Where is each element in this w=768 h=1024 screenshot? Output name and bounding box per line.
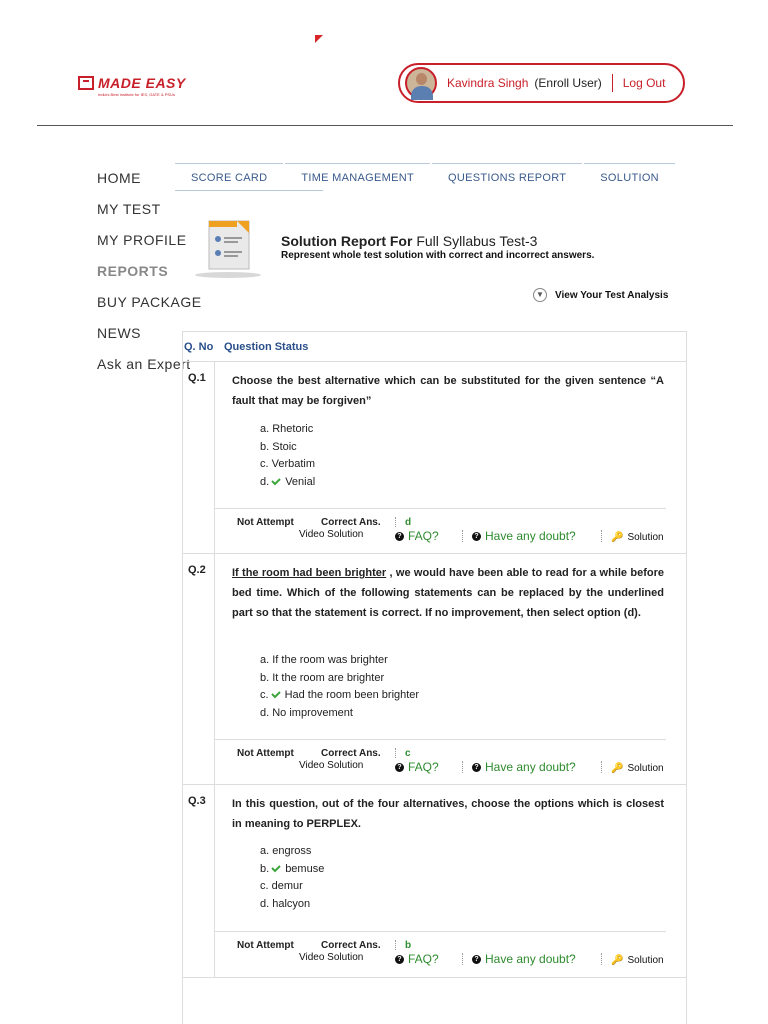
col-qno: Q. No — [184, 340, 214, 353]
logo-text: MADE EASY — [98, 75, 186, 91]
check-icon — [271, 478, 281, 485]
video-solution-link[interactable]: Video Solution — [299, 529, 364, 540]
logo-icon — [78, 76, 94, 90]
help-icon: ? — [472, 532, 481, 541]
answer-summary — [237, 940, 412, 951]
solution-link[interactable]: 🔑 Solution — [611, 532, 664, 543]
check-icon — [271, 691, 281, 698]
video-solution-link[interactable]: Video Solution — [299, 952, 364, 963]
option-c: c. Had the room been brighter — [260, 689, 420, 701]
question-text: In this question, out of the four alternatives, choose the options which is closest in meaning to PERPLEX. — [232, 798, 664, 830]
tab-score-card[interactable]: SCORE CARD — [175, 163, 283, 192]
report-tabs — [175, 163, 677, 192]
underlined-phrase: If the room had been brighter — [232, 567, 387, 579]
title-prefix: Solution Report For — [281, 233, 413, 249]
icon-shadow — [195, 272, 261, 278]
help-icon: ? — [395, 763, 404, 772]
help-icon: ? — [395, 955, 404, 964]
option-c: c. Verbatim — [260, 458, 316, 470]
key-icon: 🔑 — [611, 532, 624, 543]
divider — [612, 74, 613, 92]
key-icon: 🔑 — [611, 955, 624, 966]
table-row — [183, 554, 686, 785]
help-icon: ? — [395, 532, 404, 541]
option-d: d. halcyon — [260, 897, 311, 910]
sidebar-item-my-test[interactable]: MY TEST — [97, 201, 161, 217]
made-easy-logo[interactable] — [78, 75, 186, 97]
option-a: a. Rhetoric — [260, 423, 314, 435]
key-icon: 🔑 — [611, 763, 624, 774]
user-panel — [398, 63, 685, 103]
col-status: Question Status — [224, 340, 309, 353]
option-b: b. It the room are brighter — [260, 671, 385, 684]
view-analysis-label: View Your Test Analysis — [555, 289, 669, 301]
faq-link[interactable]: ? FAQ? — [395, 529, 439, 543]
option-d: d. Venial — [260, 475, 316, 488]
options-list — [260, 421, 315, 491]
sidebar-item-news[interactable]: NEWS — [97, 325, 141, 341]
header-divider — [37, 125, 733, 126]
question-number: Q.2 — [188, 564, 206, 576]
option-b: b. Stoic — [260, 440, 297, 453]
option-a: a. If the room was brighter — [260, 654, 388, 666]
sidebar-item-home[interactable]: HOME — [97, 170, 141, 186]
question-text: Choose the best alternative which can be substituted for the given sentence “A fault that may be forgiven” — [232, 375, 664, 407]
user-role: (Enroll User) — [534, 76, 602, 90]
avatar — [405, 67, 437, 99]
tab-time-management[interactable]: TIME MANAGEMENT — [285, 163, 430, 192]
answer-summary — [237, 748, 411, 759]
solution-link[interactable]: 🔑 Solution — [611, 955, 664, 966]
correct-ans-label: Correct Ans. — [321, 940, 381, 951]
question-text: If the room had been brighter , we would have been able to read for a while before bed time. Which of the following statements can be replaced by the underlined part so that the statement is correct. If no improvement, then select option (d). — [232, 567, 664, 619]
view-analysis-link[interactable] — [533, 288, 668, 302]
chevron-down-icon: ▼ — [533, 288, 547, 302]
page-title — [281, 233, 537, 249]
sidebar-item-ask-expert[interactable]: Ask an Expert — [97, 356, 191, 372]
logo-tagline: India's Best Institute for IES, GATE & PSUs — [98, 92, 175, 97]
options-list — [260, 843, 324, 913]
option-d: d. No improvement — [260, 706, 353, 719]
table-row — [183, 785, 686, 978]
table-header — [183, 331, 686, 362]
correct-ans-value: d — [405, 517, 412, 528]
doubt-link[interactable]: ? Have any doubt? — [472, 760, 576, 774]
tab-solution[interactable]: SOLUTION — [584, 163, 675, 192]
sidebar-item-my-profile[interactable]: MY PROFILE — [97, 232, 187, 248]
options-list — [260, 652, 419, 722]
correct-ans-label: Correct Ans. — [321, 748, 381, 759]
option-b: b. bemuse — [260, 862, 325, 875]
solution-link[interactable]: 🔑 Solution — [611, 763, 664, 774]
logout-link[interactable]: Log Out — [622, 76, 666, 90]
correct-ans-value: c — [405, 748, 411, 759]
help-icon: ? — [472, 955, 481, 964]
answer-summary — [237, 517, 412, 528]
doubt-link[interactable]: ? Have any doubt? — [472, 529, 576, 543]
check-icon — [271, 865, 281, 872]
attempt-status: Not Attempt — [237, 517, 294, 528]
faq-link[interactable]: ? FAQ? — [395, 760, 439, 774]
correct-ans-value: b — [405, 940, 412, 951]
sidebar-item-reports[interactable]: REPORTS — [97, 263, 169, 279]
tab-questions-report[interactable]: QUESTIONS REPORT — [432, 163, 582, 192]
help-icon: ? — [472, 763, 481, 772]
correct-ans-label: Correct Ans. — [321, 517, 381, 528]
option-c: c. demur — [260, 880, 303, 892]
report-document-icon — [207, 217, 255, 271]
table-row — [183, 362, 686, 554]
page-subtitle: Represent whole test solution with correct and incorrect answers. — [281, 250, 595, 261]
sidebar-item-buy-package[interactable]: BUY PACKAGE — [97, 294, 202, 310]
tab-underline — [175, 190, 323, 191]
question-number: Q.1 — [188, 372, 206, 384]
attempt-status: Not Attempt — [237, 748, 294, 759]
user-name[interactable]: Kavindra Singh — [447, 76, 529, 90]
faq-link[interactable]: ? FAQ? — [395, 952, 439, 966]
doubt-link[interactable]: ? Have any doubt? — [472, 952, 576, 966]
corner-mark — [315, 35, 323, 43]
solution-table — [182, 331, 687, 1024]
question-number: Q.3 — [188, 795, 206, 807]
video-solution-link[interactable]: Video Solution — [299, 760, 364, 771]
option-a: a. engross — [260, 845, 312, 857]
attempt-status: Not Attempt — [237, 940, 294, 951]
title-test-name: Full Syllabus Test-3 — [412, 233, 538, 249]
